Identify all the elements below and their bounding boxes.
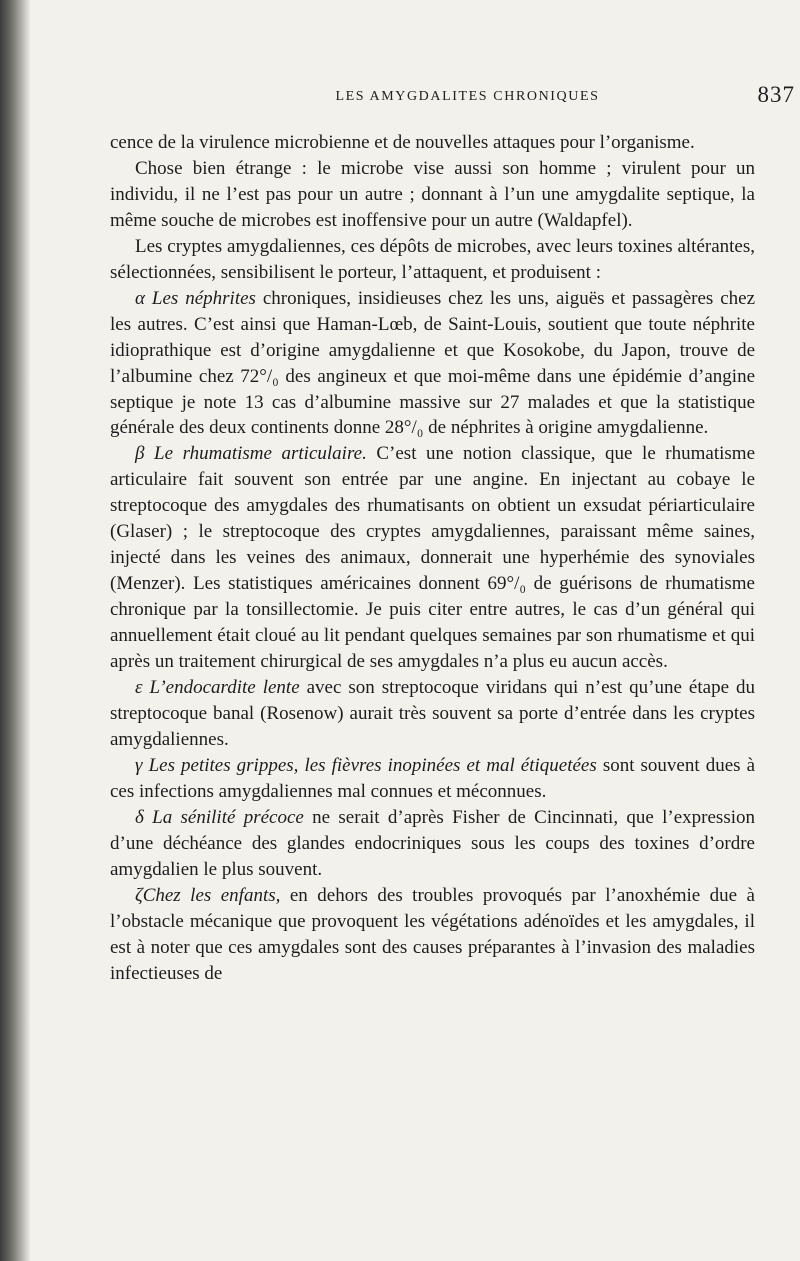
item-title: Le rhumatisme articulaire. [154, 443, 367, 465]
list-marker: ζ [135, 884, 143, 906]
list-marker: α [135, 287, 145, 309]
paragraph-continuation [110, 130, 755, 156]
item-endocardite [110, 675, 755, 753]
paragraph-text: cence de la virulence microbienne et de nouvelles attaques pour l’organisme. [110, 132, 695, 153]
item-title: Les petites grippes, les fièvres inopinées et mal étiquetées [148, 754, 597, 776]
item-enfants [110, 883, 755, 987]
running-head: LES AMYGDALITES CHRONIQUES [335, 89, 600, 104]
page-number: 837 [757, 82, 795, 107]
item-text: chroniques, insidieuses chez les uns, aiguës et passagères chez les autres. C’est ainsi que Haman-Lœb, de Saint-Louis, soutient que toute néphrite idioprathique est d’origine amygdalienne et que Kosokobe, du Japon, trouve de l’albumine chez 72°/₀ des angineux et que moi-même dans une épidémie d’angine septique je note 13 cas d’albumine massive sur 27 malades et que la statistique générale des deux continents donne 28°/₀ de néphrites à origine amygdalienne. [110, 287, 756, 439]
list-marker: β [135, 443, 145, 465]
item-text: sont souvent dues à ces infections amygdaliennes mal connues et méconnues. [110, 754, 756, 802]
list-marker: ε [135, 677, 143, 699]
list-marker: δ [135, 806, 144, 828]
item-title: Chez les enfants, [142, 884, 281, 906]
item-title: La sénilité précoce [152, 806, 304, 828]
paragraph-text: Chose bien étrange : le microbe vise aussi son homme ; virulent pour un individu, il ne l’est pas pour un autre ; donnant à l’un une amygdalite septique, la même souche de microbes est inoffensive pour un autre (Waldapfel). [110, 157, 755, 231]
item-title: Les néphrites [151, 287, 256, 309]
item-text: en dehors des troubles provoqués par l’anoxhémie due à l’obstacle mécanique que provoquent les végétations adénoïdes et les amygdales, il est à noter que ces amygdales sont des causes préparantes à l’invasion des maladies infectieuses de [110, 884, 755, 984]
list-marker: γ [135, 754, 143, 776]
item-text: avec son streptocoque viridans qui n’est qu’une étape du streptocoque banal (Rosenow) aurait très souvent sa porte d’entrée dans les cryptes amygdaliennes. [110, 677, 755, 750]
item-text: ne serait d’après Fisher de Cincinnati, que l’expression d’une déchéance des glandes endocriniques sous les coups des toxines d’ordre amygdalien le plus souvent. [110, 806, 755, 880]
item-senilite [110, 805, 755, 883]
paragraph-text: Les cryptes amygdaliennes, ces dépôts de microbes, avec leurs toxines altérantes, sélectionnées, sensibilisent le porteur, l’attaquent, et produisent : [110, 235, 755, 283]
paragraph-cryptes [110, 234, 755, 286]
item-text: C’est une notion classique, que le rhumatisme articulaire fait souvent son entrée par une angine. En injectant au cobaye le streptocoque des amygdales des rhumatisants on obtient un exsudat périarticulaire (Glaser) ; le streptocoque des cryptes amygdaliennes, paraissant même saines, injecté dans les veines des animaux, donnerait une hyperhémie des synoviales (Menzer). Les statistiques américaines donnent 69°/₀ de guérisons de rhumatisme chronique par la tonsillectomie. Je puis citer entre autres, le cas d’un général qui annuellement était cloué au lit pendant quelques semaines par son rhumatisme et qui après un traitement chirurgical de ses amygdales n’a plus eu aucun accès. [110, 443, 756, 673]
item-rhumatisme [110, 441, 755, 675]
page-header [140, 82, 795, 112]
item-nephrites [110, 286, 755, 442]
page-body [110, 130, 755, 986]
item-title: L’endocardite lente [149, 677, 300, 699]
item-grippes [110, 753, 755, 805]
paragraph-microbe-specificity [110, 156, 755, 234]
binding-shadow [0, 0, 30, 1261]
